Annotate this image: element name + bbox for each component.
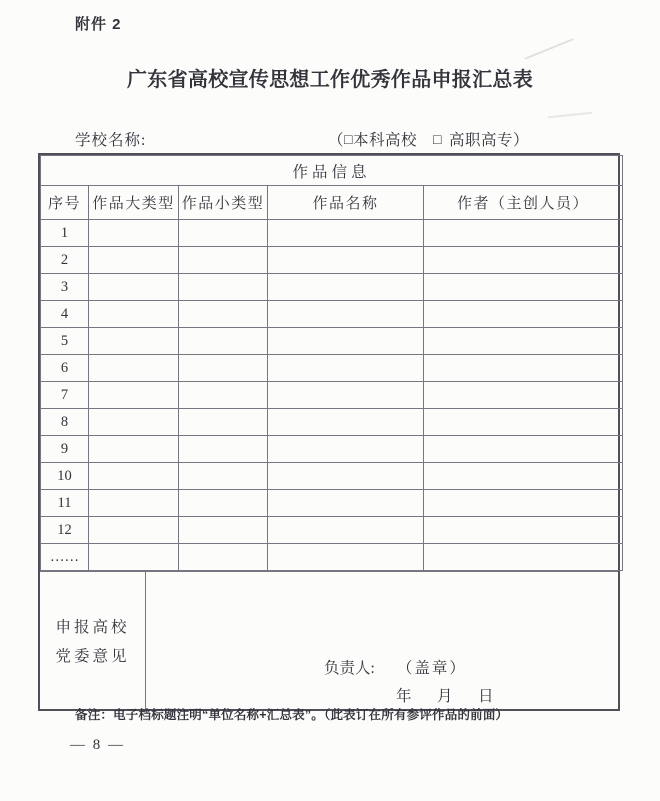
cell-minor-type [179, 490, 268, 517]
date-label: 年 月 日 [396, 688, 499, 705]
open-paren: （ [328, 132, 345, 149]
cell-authors [424, 328, 623, 355]
cell-major-type [89, 463, 179, 490]
table-row [41, 220, 623, 247]
row-number-cell: 12 [41, 517, 89, 544]
cell-minor-type [179, 274, 268, 301]
cell-work-title [268, 463, 424, 490]
cell-major-type [89, 382, 179, 409]
cell-authors [424, 247, 623, 274]
cell-authors [424, 490, 623, 517]
cell-minor-type [179, 220, 268, 247]
table-row [41, 247, 623, 274]
table-row [41, 382, 623, 409]
cell-authors [424, 220, 623, 247]
row-number-cell: 4 [41, 301, 89, 328]
table-body [41, 220, 623, 571]
cell-authors [424, 463, 623, 490]
cell-authors [424, 517, 623, 544]
table-section-header: 作品信息 [41, 156, 623, 186]
column-header-minor-type: 作品小类型 [179, 186, 268, 220]
cell-minor-type [179, 517, 268, 544]
school-name-line [0, 128, 660, 150]
row-number-cell: 5 [41, 328, 89, 355]
cell-major-type [89, 490, 179, 517]
cell-authors [424, 301, 623, 328]
row-number-cell: 3 [41, 274, 89, 301]
checkbox-vocational-icon: □ [433, 133, 442, 148]
table-footer [40, 571, 618, 709]
cell-work-title [268, 490, 424, 517]
row-number-cell: …… [41, 544, 89, 571]
table-row [41, 544, 623, 571]
column-header-major-type: 作品大类型 [89, 186, 179, 220]
works-summary-table [38, 153, 620, 711]
option-vocational-label: 高职高专 [448, 132, 513, 149]
table-row [41, 409, 623, 436]
note-text: 备注：电子档标题注明“单位名称+汇总表”。（此表订在所有参评作品的前面） [75, 708, 509, 722]
cell-work-title [268, 355, 424, 382]
cell-work-title [268, 301, 424, 328]
cell-authors [424, 355, 623, 382]
row-number-cell: 9 [41, 436, 89, 463]
cell-minor-type [179, 436, 268, 463]
table-row [41, 436, 623, 463]
cell-major-type [89, 517, 179, 544]
cell-minor-type [179, 247, 268, 274]
table-row [41, 328, 623, 355]
column-header-work-title: 作品名称 [268, 186, 424, 220]
cell-authors [424, 436, 623, 463]
cell-authors [424, 274, 623, 301]
column-header-authors: 作者（主创人员） [424, 186, 623, 220]
cell-minor-type [179, 328, 268, 355]
committee-signature-area [146, 572, 618, 709]
cell-minor-type [179, 409, 268, 436]
cell-major-type [89, 301, 179, 328]
cell-work-title [268, 517, 424, 544]
cell-work-title [268, 436, 424, 463]
seal-label: （盖章） [396, 660, 467, 677]
cell-major-type [89, 274, 179, 301]
row-number-cell: 6 [41, 355, 89, 382]
cell-work-title [268, 220, 424, 247]
cell-authors [424, 382, 623, 409]
close-paren: ） [512, 132, 529, 149]
table-row [41, 490, 623, 517]
cell-minor-type [179, 301, 268, 328]
committee-opinion-label-line2: 党委意见 [55, 648, 130, 665]
checkbox-bachelor-icon: □ [344, 133, 353, 148]
cell-major-type [89, 355, 179, 382]
cell-minor-type [179, 355, 268, 382]
form-title: 广东省高校宣传思想工作优秀作品申报汇总表 [127, 69, 533, 91]
scan-artifact-line [548, 112, 592, 119]
page-number: — 8 — [70, 737, 125, 753]
cell-minor-type [179, 463, 268, 490]
row-number-cell: 1 [41, 220, 89, 247]
row-number-cell: 11 [41, 490, 89, 517]
row-number-cell: 2 [41, 247, 89, 274]
cell-work-title [268, 274, 424, 301]
table-row [41, 274, 623, 301]
cell-major-type [89, 247, 179, 274]
row-number-cell: 7 [41, 382, 89, 409]
row-number-cell: 10 [41, 463, 89, 490]
cell-minor-type [179, 382, 268, 409]
option-bachelor-label: 本科高校 [352, 132, 417, 149]
cell-work-title [268, 544, 424, 571]
attachment-label: 附件 2 [75, 16, 122, 33]
table-row [41, 517, 623, 544]
cell-work-title [268, 247, 424, 274]
cell-major-type [89, 544, 179, 571]
cell-major-type [89, 409, 179, 436]
cell-work-title [268, 409, 424, 436]
cell-major-type [89, 220, 179, 247]
table-row [41, 355, 623, 382]
column-header-index: 序号 [41, 186, 89, 220]
row-number-cell: 8 [41, 409, 89, 436]
cell-minor-type [179, 544, 268, 571]
table-row [41, 301, 623, 328]
table-row [41, 463, 623, 490]
cell-major-type [89, 436, 179, 463]
signer-line [324, 656, 467, 678]
cell-authors [424, 544, 623, 571]
cell-work-title [268, 328, 424, 355]
scan-artifact-line [525, 38, 574, 59]
cell-authors [424, 409, 623, 436]
committee-opinion-label-line1: 申报高校 [55, 619, 130, 636]
school-name-label: 学校名称: [75, 132, 147, 149]
signer-label: 负责人: [324, 660, 375, 677]
cell-major-type [89, 328, 179, 355]
school-type-options [328, 128, 529, 150]
committee-opinion-cell [40, 572, 146, 709]
cell-work-title [268, 382, 424, 409]
